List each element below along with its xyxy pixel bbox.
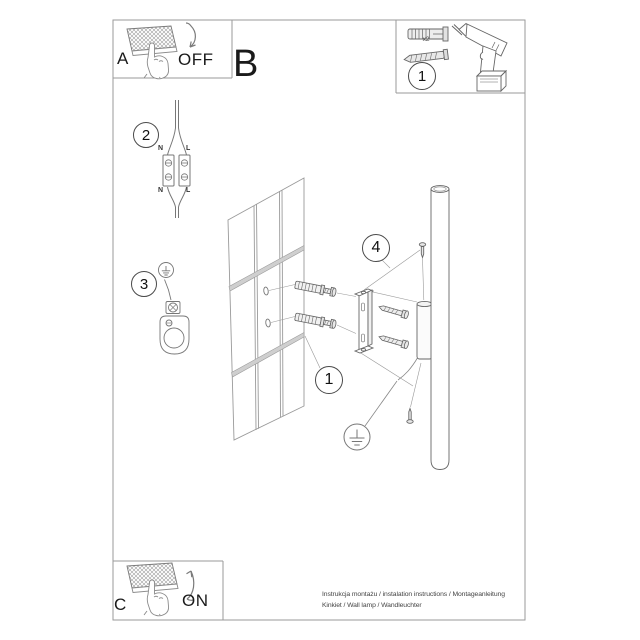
anchor-quantity-label: x2 [422,36,430,43]
panel-a-label: A [117,49,129,68]
wire-label-l-top: L [186,145,191,152]
wall-lamp-illustration [407,186,449,470]
fixing-screw-top [419,243,425,258]
wire-label-n-top: N [158,145,164,152]
footer-product-line: Kinkiet / Wall lamp / Wandleuchter [322,602,422,609]
parts-step-badge: 1 [408,62,436,90]
arrow-down-icon [186,23,196,47]
mounting-bracket [355,289,373,353]
wire-label-n-bottom: N [158,187,164,194]
bracket-screw-top [378,303,409,319]
step-1-badge: 1 [315,366,343,394]
wire-label-l-bottom: L [186,187,191,194]
section-b-label: B [233,43,259,85]
ground-symbol-small [159,263,174,278]
switch-on-label: ON [182,591,209,610]
fixing-screw-bottom [407,409,413,424]
step-4-badge: 4 [362,234,390,262]
canopy-illustration [159,263,190,355]
lamp-tube [431,186,449,470]
footer-title-line: Instrukcja montażu / instalation instructions / Montageanleitung [322,591,505,598]
step-2-badge: 2 [133,122,159,148]
wall-illustration [228,178,304,440]
step-3-badge: 3 [131,271,157,297]
switch-off-label: OFF [178,50,214,69]
bracket-screw-bottom [378,333,409,349]
drill-icon [452,24,507,92]
ground-symbol-main [344,424,370,450]
panel-c-label: C [114,595,127,614]
wiring-illustration [163,100,190,218]
lamp-mounting-block [417,301,432,359]
